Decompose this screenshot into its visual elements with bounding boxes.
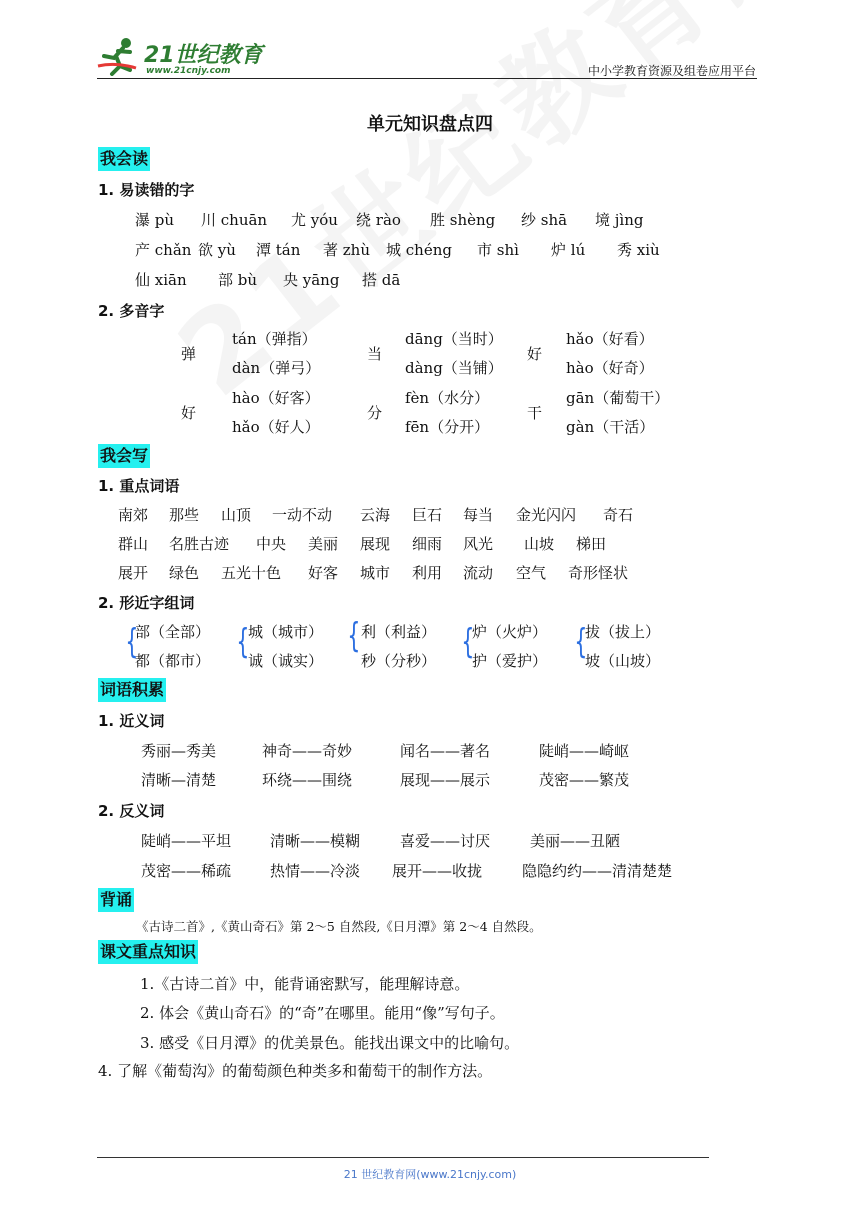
logo-text: 21世纪教育	[144, 43, 263, 68]
read-word: 炉 lú	[551, 241, 586, 259]
key-word: 好客	[308, 564, 339, 582]
read-word: 产 chǎn	[135, 241, 192, 259]
key-word: 细雨	[412, 535, 443, 553]
runner-logo-icon	[96, 36, 140, 76]
synonym-pair: 神奇——奇妙	[262, 742, 353, 760]
poly-reading: dāng（当时）	[405, 330, 503, 348]
key-word: 云海	[360, 506, 391, 524]
read-word: 尤 yóu	[291, 211, 338, 229]
key-point: 1.《古诗二首》中，能背诵密默写，能理解诗意。	[140, 975, 470, 993]
key-word: 那些	[169, 506, 200, 524]
key-point: 3. 感受《日月潭》的优美景色。能找出课文中的比喻句。	[140, 1034, 520, 1052]
section-key: 课文重点知识	[98, 940, 198, 964]
read-word: 著 zhù	[323, 241, 370, 259]
read-word: 城 chéng	[386, 241, 452, 259]
antonym-pair: 清晰——模糊	[270, 832, 361, 850]
key-word: 一动不动	[272, 506, 333, 524]
poly-reading: tán（弹指）	[232, 330, 317, 348]
read-word: 潭 tán	[256, 241, 301, 259]
key-word: 展开	[118, 564, 149, 582]
synonym-pair: 展现——展示	[400, 771, 491, 789]
antonym-pair: 茂密——稀疏	[141, 862, 232, 880]
key-word: 空气	[516, 564, 547, 582]
similar-word: 炉（火炉）	[472, 623, 548, 641]
synonym-pair: 陡峭——崎岖	[539, 742, 630, 760]
key-word: 群山	[118, 535, 149, 553]
read-word: 瀑 pù	[135, 211, 175, 229]
read-word: 欲 yù	[198, 241, 236, 259]
key-word: 奇形怪状	[568, 564, 629, 582]
section-recite: 背诵	[98, 888, 134, 912]
similar-word: 秒（分秒）	[361, 652, 437, 670]
read-word: 胜 shèng	[430, 211, 496, 229]
logo-url: www.21cnjy.com	[146, 66, 231, 76]
write-sub1: 1. 重点词语	[98, 477, 180, 495]
key-word: 五光十色	[221, 564, 282, 582]
platform-text: 中小学教育资源及组卷应用平台	[587, 64, 756, 78]
similar-word: 护（爱护）	[472, 652, 548, 670]
poly-char: 好	[181, 404, 197, 422]
vocab-sub2: 2. 反义词	[98, 802, 165, 820]
similar-word: 部（全部）	[135, 623, 211, 641]
antonym-pair: 喜爱——讨厌	[400, 832, 491, 850]
key-word: 风光	[463, 535, 494, 553]
section-write: 我会写	[98, 444, 150, 468]
brace-icon: {	[125, 622, 139, 662]
page-title: 单元知识盘点四	[367, 114, 493, 135]
brace-icon: {	[574, 622, 588, 662]
footer-text: 21 世纪教育网(www.21cnjy.com)	[343, 1168, 517, 1181]
similar-word: 利（利益）	[361, 623, 437, 641]
write-sub2: 2. 形近字组词	[98, 594, 195, 612]
poly-reading: fèn（水分）	[405, 389, 490, 407]
poly-reading: hào（好客）	[232, 389, 320, 407]
poly-reading: hào（好奇）	[566, 359, 654, 377]
antonym-pair: 展开——收拢	[392, 862, 483, 880]
key-word: 中央	[256, 535, 287, 553]
key-word: 流动	[463, 564, 494, 582]
poly-reading: hǎo（好看）	[566, 330, 654, 348]
read-word: 部 bù	[218, 271, 258, 289]
synonym-pair: 茂密——繁茂	[539, 771, 630, 789]
key-word: 金光闪闪	[516, 506, 577, 524]
read-word: 境 jìng	[595, 211, 644, 229]
key-point: 4. 了解《葡萄沟》的葡萄颜色种类多和葡萄干的制作方法。	[98, 1062, 493, 1080]
key-word: 名胜古迹	[169, 535, 230, 553]
poly-reading: dàn（弹弓）	[232, 359, 321, 377]
antonym-pair: 陡峭——平坦	[141, 832, 232, 850]
read-sub2: 2. 多音字	[98, 302, 165, 320]
poly-reading: gàn（干活）	[566, 418, 655, 436]
header-rule	[97, 78, 757, 79]
recite-text: 《古诗二首》,《黄山奇石》第 2～5 自然段,《日月潭》第 2～4 自然段。	[136, 919, 542, 934]
section-vocab: 词语积累	[98, 678, 166, 702]
key-word: 利用	[412, 564, 443, 582]
antonym-pair: 热情——冷淡	[270, 862, 361, 880]
key-word: 山顶	[221, 506, 252, 524]
key-word: 美丽	[308, 535, 339, 553]
synonym-pair: 闻名——著名	[400, 742, 491, 760]
poly-reading: dàng（当铺）	[405, 359, 503, 377]
read-sub1: 1. 易读错的字	[98, 181, 195, 199]
vocab-sub1: 1. 近义词	[98, 712, 165, 730]
key-word: 山坡	[524, 535, 555, 553]
synonym-pair: 环绕——围绕	[262, 771, 353, 789]
logo	[96, 36, 266, 80]
key-word: 梯田	[576, 535, 607, 553]
poly-reading: hǎo（好人）	[232, 418, 320, 436]
poly-reading: fēn（分开）	[405, 418, 490, 436]
synonym-pair: 清晰—清楚	[141, 771, 217, 789]
brace-icon: {	[461, 622, 475, 662]
footer-rule	[97, 1157, 709, 1158]
poly-char: 分	[367, 404, 383, 422]
poly-reading: gān（葡萄干）	[566, 389, 670, 407]
similar-word: 城（城市）	[248, 623, 324, 641]
key-word: 奇石	[603, 506, 634, 524]
section-read: 我会读	[98, 147, 150, 171]
key-word: 城市	[360, 564, 391, 582]
key-word: 南郊	[118, 506, 149, 524]
read-word: 央 yāng	[283, 271, 340, 289]
read-word: 绕 rào	[356, 211, 401, 229]
read-word: 纱 shā	[521, 211, 568, 229]
poly-char: 当	[367, 345, 383, 363]
antonym-pair: 美丽——丑陋	[530, 832, 621, 850]
poly-char: 干	[527, 404, 543, 422]
key-word: 绿色	[169, 564, 200, 582]
key-word: 展现	[360, 535, 391, 553]
key-word: 巨石	[412, 506, 443, 524]
read-word: 川 chuān	[201, 211, 268, 229]
poly-char: 好	[527, 345, 543, 363]
brace-icon: {	[347, 616, 361, 656]
read-word: 仙 xiān	[135, 271, 187, 289]
key-word: 每当	[463, 506, 494, 524]
poly-char: 弹	[181, 345, 197, 363]
synonym-pair: 秀丽—秀美	[141, 742, 217, 760]
brace-icon: {	[236, 622, 250, 662]
similar-word: 拔（拔上）	[585, 623, 661, 641]
similar-word: 坡（山坡）	[585, 652, 661, 670]
similar-word: 诚（诚实）	[248, 652, 324, 670]
read-word: 市 shì	[477, 241, 519, 259]
key-point: 2. 体会《黄山奇石》的“奇”在哪里。能用“像”写句子。	[140, 1004, 505, 1022]
read-word: 搭 dā	[362, 271, 401, 289]
antonym-pair: 隐隐约约——清清楚楚	[522, 862, 673, 880]
read-word: 秀 xiù	[617, 241, 660, 259]
similar-word: 都（都市）	[135, 652, 211, 670]
